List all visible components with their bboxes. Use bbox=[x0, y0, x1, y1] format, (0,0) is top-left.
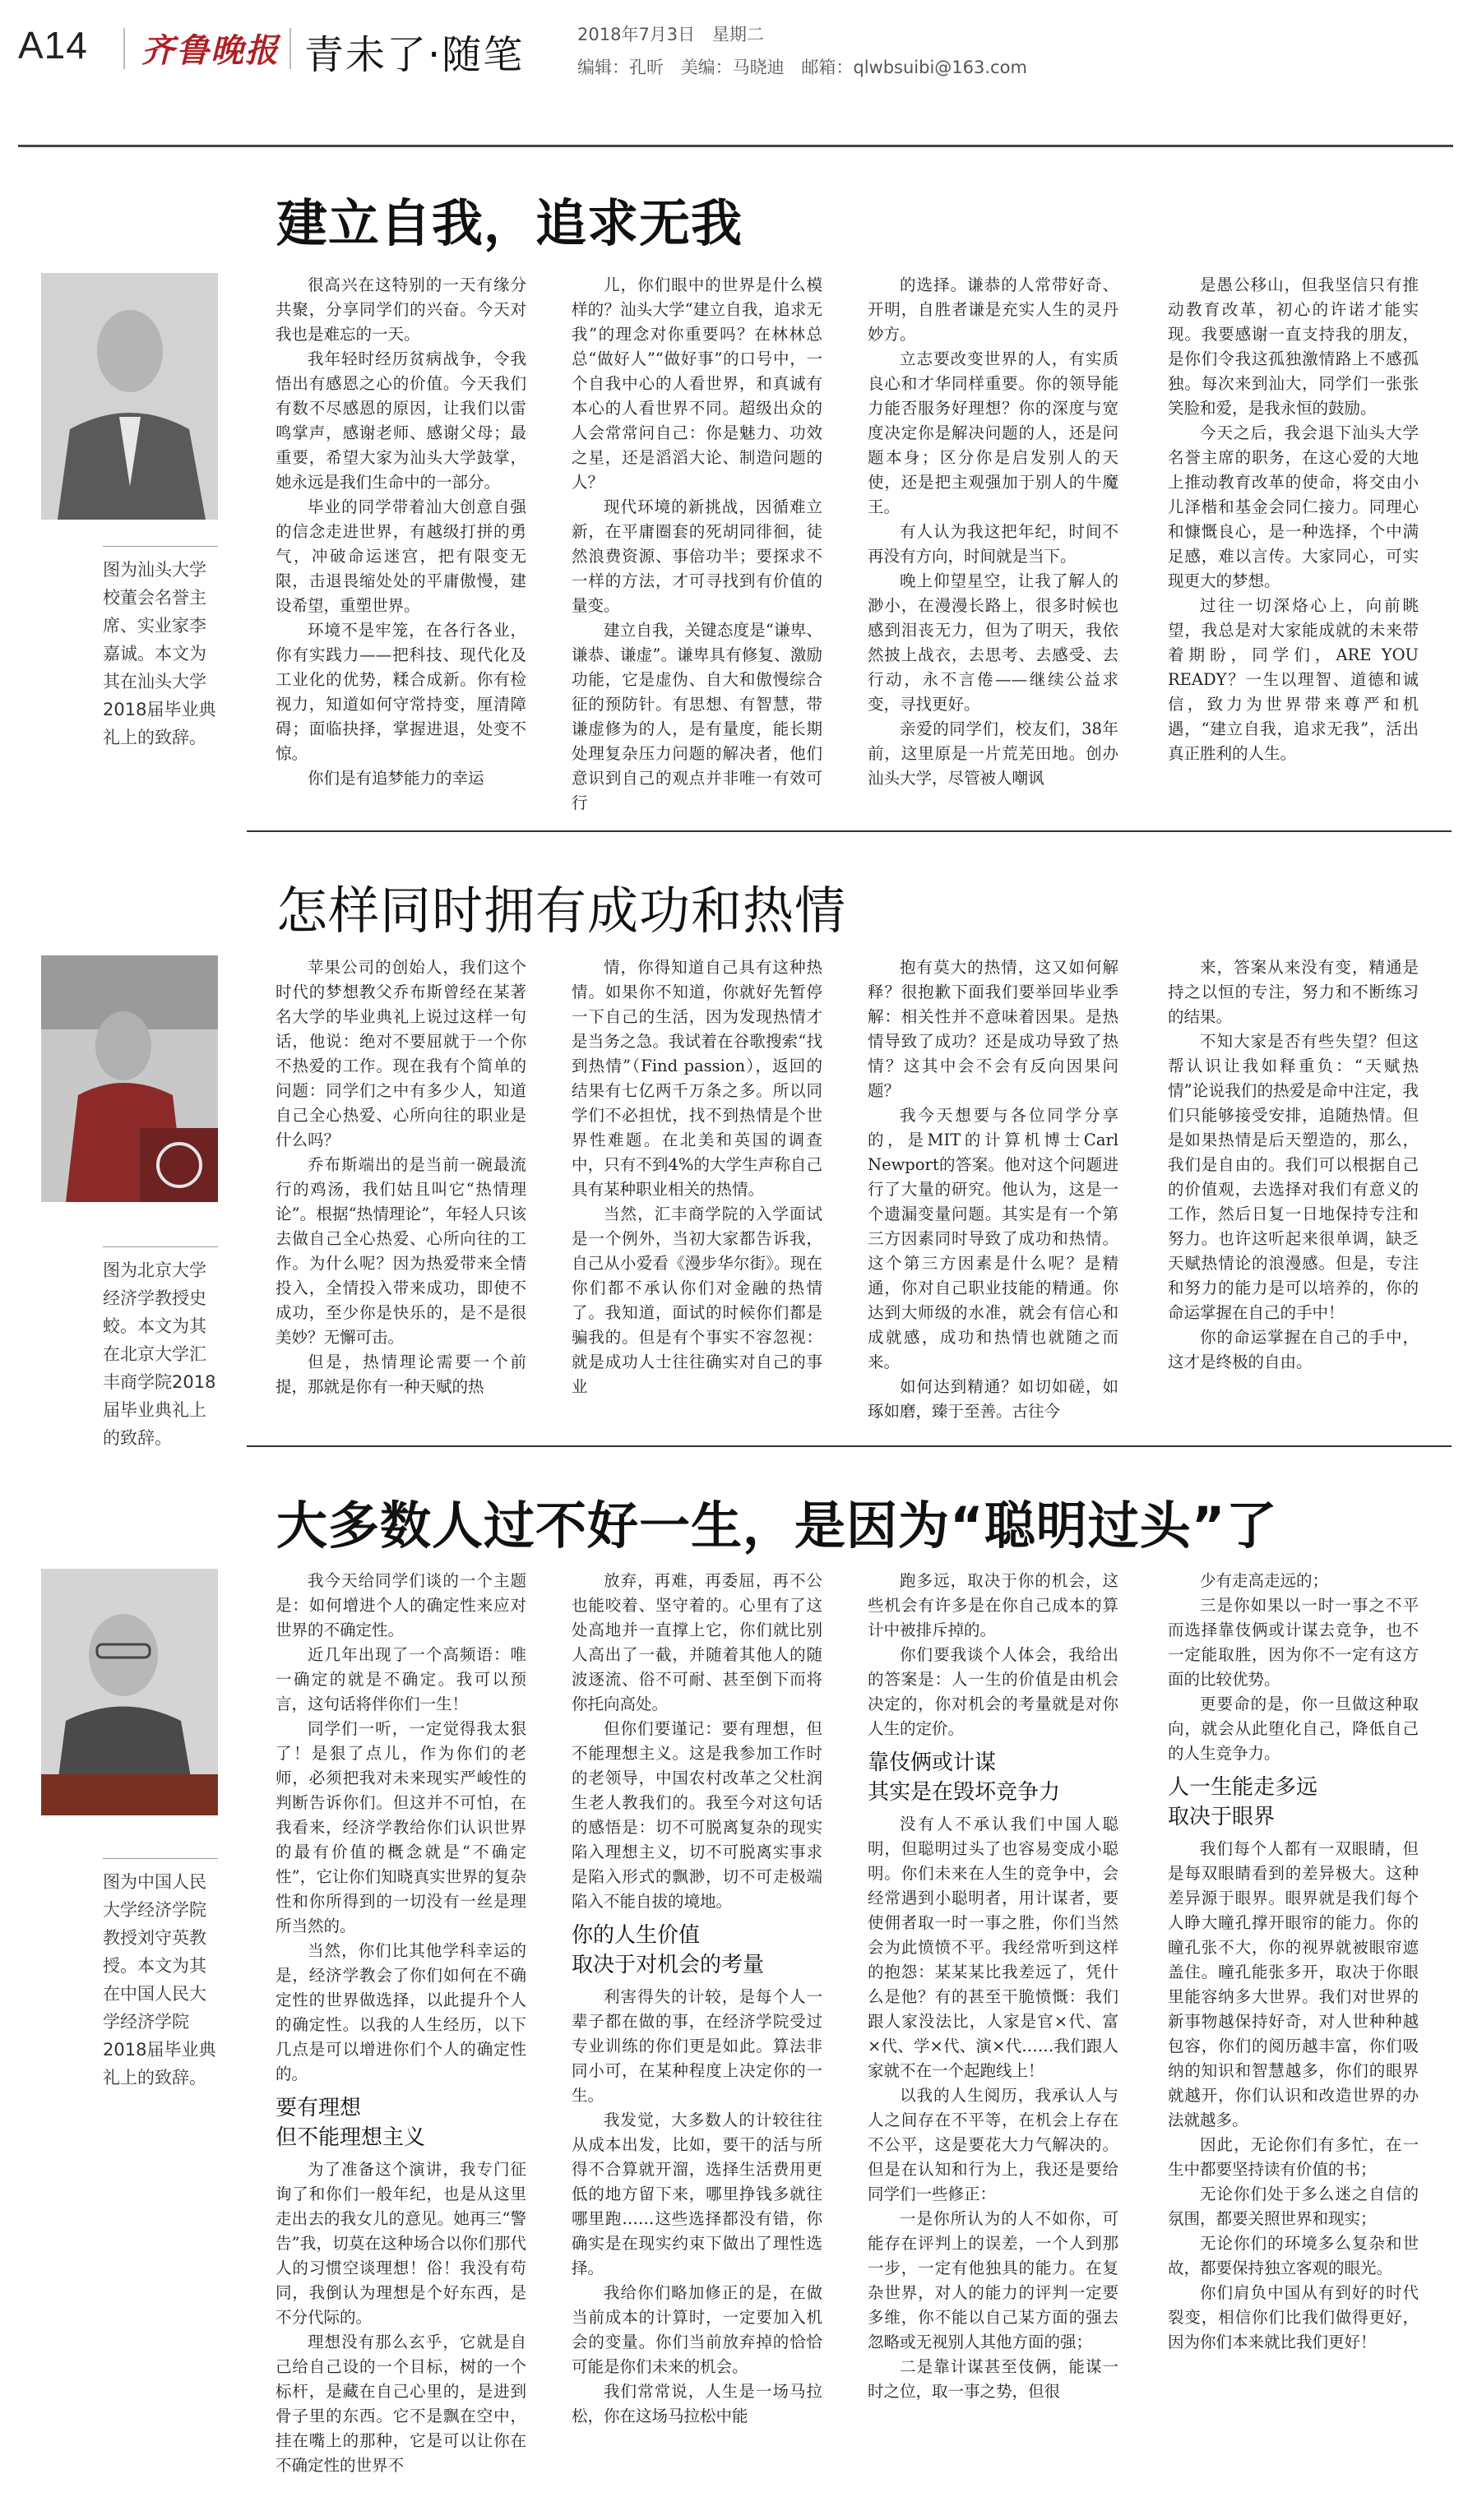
text-column bbox=[868, 955, 1118, 1432]
paragraph: 环境不是牢笼，在各行各业，你有实践力——把科技、现代化及工业化的优势，糅合成新。你有检视力，知道如何守常持变，厘清障碍；面临抉择，掌握进退，处变不惊。 bbox=[276, 621, 526, 763]
paragraph: 毕业的同学带着汕大创意自强的信念走进世界，有越级打拼的勇气，冲破命运迷宫，把有限变无限，击退畏缩处处的平庸傲慢，建设希望，重塑世界。 bbox=[276, 497, 526, 615]
paragraph: 不知大家是否有些失望？但这帮认识让我如释重负：“天赋热情”论说我们的热爱是命中注定，我们只能够接受安排，追随热情。但是如果热情是后天塑造的，那么，我们是自由的。我们可以根据自己的价值观，去选择对我们有意义的工作，然后日复一日地保持专注和努力。也许这听起来很单调，缺乏天赋热情论的浪漫感。但是，专注和努力的能力是可以培养的，你的命运掌握在自己的手中！ bbox=[1168, 1032, 1419, 1322]
text-column bbox=[1168, 1569, 1419, 2498]
subheading-line: 取决于对机会的考量 bbox=[572, 1953, 765, 1977]
paragraph: 我今天想要与各位同学分享的，是MIT的计算机博士Carl Newport的答案。他对这个问题进行了大量的研究。他认为，这是一个遗漏变量问题。其实是有一个第三方因素同时导致了成功和热情。这个第三方因素是什么呢？是精通，你对自己职业技能的精通。你达到大师级的水准，就会有信心和成就感，成功和热情也就随之而来。 bbox=[868, 1106, 1118, 1371]
paragraph: 你们是有追梦能力的幸运 bbox=[308, 769, 484, 788]
paragraph: 你们肩负中国从有到好的时代裂变，相信你们比我们做得更好，因为你们本来就比我们更好！ bbox=[1168, 2283, 1419, 2351]
subheading-line: 靠伎俩或计谋 bbox=[868, 1750, 997, 1775]
paragraph: 立志要改变世界的人，有实质良心和才华同样重要。你的领导能力能否服务好理想？你的深度与宽度决定你是解决问题的人，还是问题本身；区分你是启发别人的天使，还是把主观强加于别人的牛魔王。 bbox=[868, 349, 1118, 516]
subheading-line: 你的人生价值 bbox=[572, 1923, 701, 1948]
paragraph: 放弃，再难，再委屈，再不公也能咬着、坚守着的。心里有了这处高地并一直撑上它，你们就比别人高出了一截，并随着其他人的随波逐流、俗不可耐、甚至倒下而将你托向高处。 bbox=[572, 1571, 822, 1713]
paragraph: 如何达到精通？如切如磋，如琢如磨，臻于至善。古往今 bbox=[868, 1377, 1118, 1421]
paragraph: 理想没有那么玄乎，它就是自己给自己设的一个目标，树的一个标杆，是藏在自己心里的，是进到骨子里的东西。它不是飘在空中，挂在嘴上的那种，它是可以让你在不确定性的世界不 bbox=[276, 2333, 526, 2475]
paragraph: 更要命的是，你一旦做这种取向，就会从此堕化自己，降低自己的人生竞争力。 bbox=[1168, 1695, 1419, 1763]
paragraph: 我们每个人都有一双眼睛，但是每双眼睛看到的差异极大。这种差异源于眼界。眼界就是我们每个人睁大瞳孔撑开眼帘的能力。你的瞳孔张不大，你的视界就被眼帘遮盖住。瞳孔能张多开，取决于你眼里能容纳多大世界。我们对世界的新事物越保持好奇，对人世种种越包容，你们的阅历越丰富，你们吸纳的知识和智慧越多，你们的眼界就越开，你们认识和改造世界的办法就越多。 bbox=[1168, 1839, 1419, 2129]
portrait-photo-image bbox=[41, 1569, 218, 1815]
paragraph: 苹果公司的创始人，我们这个时代的梦想教父乔布斯曾经在某著名大学的毕业典礼上说过这样一句话，他说：绝对不要屈就于一个你不热爱的工作。现在我有个简单的问题：同学们之中有多少人，知道自己全心热爱、心所向往的职业是什么吗？ bbox=[276, 958, 526, 1149]
email: 邮箱：qlwbsuibi@163.com bbox=[801, 58, 1027, 77]
paragraph: 二是靠计谋甚至伎俩，能谋一时之位，取一事之势，但很 bbox=[868, 2357, 1118, 2401]
text-column bbox=[1168, 955, 1419, 1432]
paragraph: 来，答案从来没有变，精通是持之以恒的专注，努力和不断练习的结果。 bbox=[1168, 958, 1419, 1026]
subheading-line: 人一生能走多远 bbox=[1168, 1775, 1318, 1800]
article-divider bbox=[247, 830, 1452, 832]
subheading-line: 其实是在毁坏竞争力 bbox=[868, 1780, 1061, 1805]
subheading-line: 但不能理想主义 bbox=[276, 2125, 426, 2150]
text-column bbox=[572, 273, 822, 816]
portrait-photo-image bbox=[41, 955, 218, 1202]
paragraph: 无论你们的环境多么复杂和世故，都要保持独立客观的眼光。 bbox=[1168, 2234, 1419, 2277]
paragraph: 当然，你们比其他学科幸运的是，经济学教会了你们如何在不确定性的世界做选择，以此提升个人的确定性。以我的人生经历，以下几点是可以增进你们个人的确定性的。 bbox=[276, 1941, 526, 2083]
photo-caption: 图为汕头大学校董会名誉主席、实业家李嘉诚。本文为其在汕头大学2018届毕业典礼上的致辞。 bbox=[103, 560, 216, 747]
paragraph: 没有人不承认我们中国人聪明，但聪明过头了也容易变成小聪明。你们未来在人生的竞争中，会经常遇到小聪明者，用计谋者，要使佣者取一时一事之胜，你们当然会为此愤愤不平。我经常听到这样的抱怨：某某某比我差远了，凭什么是他？有的甚至干脆愤慨：我们跟人家没法比，人家是官×代、富×代、学×代、演×代……我们跟人家就不在一个起跑线上！ bbox=[868, 1815, 1118, 2080]
subheading bbox=[1168, 1773, 1419, 1832]
subheading bbox=[868, 1748, 1118, 1807]
text-column bbox=[868, 1569, 1118, 2498]
paragraph: 今天之后，我会退下汕头大学名誉主席的职务，在这心爱的大地上推动教育改革的使命，将交由小儿泽楷和基金会同仁接力。同理心和慷慨良心，是一种选择，个中满足感，难以言传。大家同心，可实现更大的梦想。 bbox=[1168, 423, 1419, 590]
date-line bbox=[577, 21, 764, 46]
subheading-line: 要有理想 bbox=[276, 2096, 362, 2120]
paragraph: 同学们一听，一定觉得我太狠了！是狠了点儿，作为你们的老师，必须把我对未来现实严峻性的判断告诉你们。但这并不可怕，在我看来，经济学教给你们认识世界的最有价值的概念就是“不确定性”，它让你们知晓真实世界的复杂性和你所得到的一切没有一丝是理所当然的。 bbox=[276, 1719, 526, 1935]
caption-rule bbox=[103, 546, 218, 547]
paragraph: 三是你如果以一时一事之不平而选择靠伎俩或计谋去竞争，也不一定能取胜，因为你不一定有这方面的比较优势。 bbox=[1168, 1596, 1419, 1689]
paragraph: 是愚公移山，但我坚信只有推动教育改革，初心的许诺才能实现。我要感谢一直支持我的朋友，是你们令我这孤独激情路上不感孤独。每次来到汕大，同学们一张张笑脸和爱，是我永恒的鼓励。 bbox=[1168, 275, 1419, 418]
text-column bbox=[276, 955, 526, 1432]
paragraph: 的选择。谦恭的人常带好奇、开明，自胜者谦是充实人生的灵丹妙方。 bbox=[868, 275, 1118, 344]
caption-rule bbox=[103, 1858, 218, 1859]
paragraph: 为了准备这个演讲，我专门征询了和你们一般年纪，也是从这里走出去的我女儿的意见。她再三“警告”我，切莫在这种场合以你们那代人的习惯空谈理想！俗！我没有苟同，我倒认为理想是个好东西，是不分代际的。 bbox=[276, 2160, 526, 2327]
photo-caption: 图为北京大学经济学教授史蛟。本文为其在北京大学汇丰商学院2018届毕业典礼上的致辞。 bbox=[103, 1260, 216, 1448]
date: 2018年7月3日 bbox=[577, 25, 696, 44]
divider bbox=[289, 28, 291, 69]
text-column bbox=[276, 273, 526, 816]
subheading bbox=[572, 1921, 822, 1980]
paragraph: 我发觉，大多数人的计较往往从成本出发，比如，要干的活与所得不合算就开溜，选择生活费用更低的地方留下来，哪里挣钱多就往哪里跑……这些选择都没有错，你确实是在现实约束下做出了理性选择。 bbox=[572, 2111, 822, 2277]
credits-line bbox=[577, 54, 1027, 79]
designer: 美编：马晓迪 bbox=[680, 58, 785, 77]
text-column bbox=[1168, 273, 1419, 816]
divider bbox=[123, 28, 125, 69]
masthead bbox=[18, 16, 1453, 82]
paragraph: 抱有莫大的热情，这又如何解释？很抱歉下面我们要举回毕业季解：相关性并不意味着因果。是热情导致了成功？还是成功导致了热情？这其中会不会有反向因果问题？ bbox=[868, 958, 1118, 1100]
paragraph: 近几年出现了一个高频语：唯一确定的就是不确定。我可以预言，这句话将伴你们一生！ bbox=[276, 1645, 526, 1713]
text-column bbox=[276, 1569, 526, 2498]
paragraph: 一是你所认为的人不如你，可能存在评判上的误差，一个人到那一步，一定有他独具的能力。在复杂世界，对人的能力的评判一定要多维，你不能以自己某方面的强去忽略或无视别人其他方面的强； bbox=[868, 2209, 1118, 2351]
paragraph: 有人认为我这把年纪，时间不再没有方向，时间就是当下。 bbox=[868, 522, 1118, 566]
photo-caption: 图为中国人民大学经济学院教授刘守英教授。本文为其在中国人民大学经济学院2018届毕业典礼上的致辞。 bbox=[103, 1872, 216, 2088]
portrait-photo bbox=[41, 955, 218, 1202]
paragraph: 很高兴在这特别的一天有缘分共聚，分享同学们的兴奋。今天对我也是难忘的一天。 bbox=[276, 275, 526, 344]
paragraph: 我今天给同学们谈的一个主题是：如何增进个人的确定性来应对世界的不确定性。 bbox=[276, 1571, 526, 1639]
text-column bbox=[572, 955, 822, 1432]
portrait-photo bbox=[41, 273, 218, 520]
paragraph: 过往一切深烙心上，向前眺望，我总是对大家能成就的未来带着期盼，同学们，ARE YOU READY？一生以理智、道德和诚信，致力为世界带来尊严和机遇，“建立自我，追求无我”，活出真正胜利的人生。 bbox=[1168, 596, 1419, 763]
paragraph: 以我的人生阅历，我承认人与人之间存在不平等，在机会上存在不公平，这是要花大力气解决的。但是在认知和行为上，我还是要给同学们一些修正： bbox=[868, 2086, 1118, 2203]
paragraph: 乔布斯端出的是当前一碗最流行的鸡汤，我们姑且叫它“热情理论”。根据“热情理论”，年轻人只该去做自己全心热爱、心所向往的工作。为什么呢？因为热爱带来全情投入，全情投入带来成功，即使不成功，至少你是快乐的，是不是很美妙？无懈可击。 bbox=[276, 1155, 526, 1347]
paragraph: 晚上仰望星空，让我了解人的渺小，在漫漫长路上，很多时候也感到泪丧无力，但为了明天，我依然披上战衣，去思考、去感受、去行动，永不言倦——继续公益求变，寻找更好。 bbox=[868, 571, 1118, 714]
subheading bbox=[276, 2093, 526, 2152]
paragraph: 因此，无论你们有多忙，在一生中都要坚持读有价值的书； bbox=[1168, 2135, 1419, 2179]
paragraph: 跑多远，取决于你的机会，这些机会有许多是在你自己成本的算计中被排斥掉的。 bbox=[868, 1571, 1118, 1639]
paragraph: 你们要我谈个人体会，我给出的答案是：人一生的价值是由机会决定的，你对机会的考量就是对你人生的定价。 bbox=[868, 1645, 1118, 1738]
paragraph: 我们常常说，人生是一场马拉松，你在这场马拉松中能 bbox=[572, 2382, 822, 2425]
portrait-photo-image bbox=[41, 273, 218, 520]
paragraph: 当然，汇丰商学院的入学面试是一个例外，当初大家都告诉我，自己从小爱看《漫步华尔街》。现在你们都不承认你们对金融的热情了。我知道，面试的时候你们都是骗我的。但是有个事实不容忽视：就是成功人士往往确实对自己的事业 bbox=[572, 1205, 822, 1396]
caption-rule bbox=[103, 1246, 218, 1247]
section-name: 青未了·随笔 bbox=[304, 32, 525, 78]
paragraph: 现代环境的新挑战，因循难立新，在平庸圈套的死胡同徘徊，徒然浪费资源、事倍功半；要探求不一样的方法，才可寻找到有价值的量变。 bbox=[572, 497, 822, 615]
paragraph: 但是，热情理论需要一个前提，那就是你有一种天赋的热 bbox=[276, 1352, 526, 1396]
paragraph: 少有走高走远的； bbox=[1200, 1571, 1329, 1590]
headline: 大多数人过不好一生，是因为“聪明过头”了 bbox=[276, 1496, 1278, 1556]
paragraph: 你的命运掌握在自己的手中，这才是终极的自由。 bbox=[1168, 1328, 1419, 1371]
paragraph: 儿，你们眼中的世界是什么模样的？汕头大学“建立自我，追求无我”的理念对你重要吗？在林林总总“做好人”“做好事”的口号中，一个自我中心的人看世界，和真诚有本心的人看世界不同。超级出众的人会常常问自己：你是魅力、功效之星，还是滔滔大论、制造问题的人？ bbox=[572, 275, 822, 492]
headline: 建立自我，追求无我 bbox=[276, 193, 743, 253]
paragraph: 情，你得知道自己具有这种热情。如果你不知道，你就好先暂停一下自己的生活，因为发现热情才是当务之急。我试着在谷歌搜索“找到热情”（Find passion），返回的结果有七亿两千万条之多。所以同学们不必担忧，找不到热情是个世界性难题。在北美和英国的调查中，只有不到4%的大学生声称自己具有某种职业相关的热情。 bbox=[572, 958, 822, 1199]
page-code: A14 bbox=[18, 24, 88, 67]
paragraph: 但你们要谨记：要有理想，但不能理想主义。这是我参加工作时的老领导，中国农村改革之父杜润生老人教我们的。我至今对这句话的感悟是：切不可脱离复杂的现实陷入理想主义，切不可脱离实事求是陷入形式的飘渺，切不可走极端陷入不能自拔的境地。 bbox=[572, 1719, 822, 1911]
subheading-line: 取决于眼界 bbox=[1168, 1805, 1276, 1829]
portrait-photo bbox=[41, 1569, 218, 1815]
paper-name: 齐鲁晚报 bbox=[141, 31, 280, 70]
masthead-rule bbox=[18, 145, 1453, 147]
paragraph: 无论你们处于多么迷之自信的氛围，都要关照世界和现实； bbox=[1168, 2185, 1419, 2228]
headline: 怎样同时拥有成功和热情 bbox=[276, 881, 847, 941]
editor: 编辑：孔昕 bbox=[577, 58, 664, 77]
article-divider bbox=[247, 1445, 1452, 1447]
paragraph: 我给你们略加修正的是，在做当前成本的计算时，一定要加入机会的变量。你们当前放弃掉的恰恰可能是你们未来的机会。 bbox=[572, 2283, 822, 2376]
paragraph: 建立自我，关键态度是“谦卑、谦恭、谦虚”。谦卑具有修复、激励功能，它是虚伪、自大和傲慢综合征的预防针。有思想、有智慧，带谦虚修为的人，是有量度，能长期处理复杂压力问题的解决者，他们意识到自己的观点并非唯一有效可行 bbox=[572, 621, 822, 812]
paragraph: 我年轻时经历贫病战争，令我悟出有感恩之心的价值。今天我们有数不尽感恩的原因，让我们以雷鸣掌声，感谢老师、感谢父母；最重要，希望大家为汕头大学鼓掌，她永远是我们生命中的一部分。 bbox=[276, 349, 526, 492]
weekday: 星期二 bbox=[711, 25, 764, 44]
text-column bbox=[868, 273, 1118, 816]
text-column bbox=[572, 1569, 822, 2498]
paragraph: 利害得失的计较，是每个人一辈子都在做的事，在经济学院受过专业训练的你们更是如此。算法非同小可，在某种程度上决定你的一生。 bbox=[572, 1987, 822, 2105]
paragraph: 亲爱的同学们，校友们，38年前，这里原是一片荒芜田地。创办汕头大学，尽管被人嘲讽 bbox=[868, 719, 1118, 788]
